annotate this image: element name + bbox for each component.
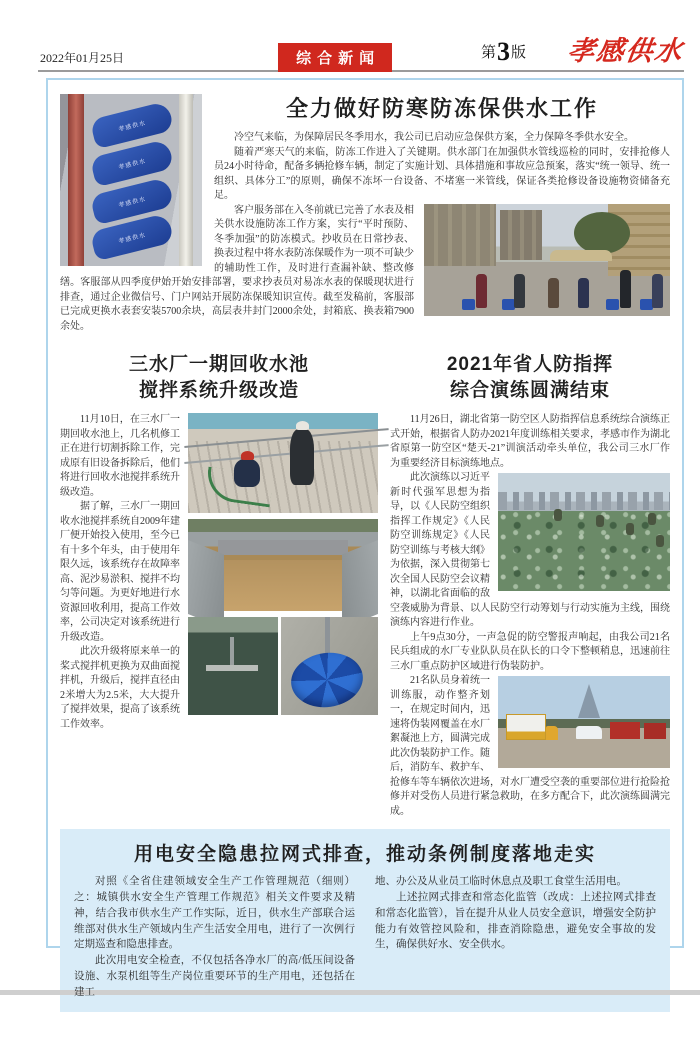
worker-white-helmet <box>290 429 314 485</box>
paddle <box>206 665 258 671</box>
title-line: 2021年省人防指挥 <box>446 354 614 375</box>
meter-insulation-cover: 孝感供水 <box>90 101 175 149</box>
mixer-impeller <box>288 649 367 712</box>
article-title <box>60 352 378 403</box>
pedestrian <box>476 274 487 308</box>
paragraph: 地、办公及从业员工临时休息点及职工食堂生活用电。 <box>375 876 627 888</box>
paragraph: 随着严寒天气的来临，防冻工作进入了关键期。供水部门在加强供水管线巡检的同时，安排抢修人员24小时待命，配备多辆抢修车辆，制定了实施计划、具体措施和事故应急预案，落实“统一领导、统一组织、具体分工”的原则，确保不冻坏一台设备、不堵塞一米管线，保证各类抢修设备设施物资储备充足。 <box>214 146 670 201</box>
masthead-logo: 孝感供水 <box>565 36 686 67</box>
photo-mixer-comparison <box>188 617 378 715</box>
paragraph: 此次升级将原来单一的桨式搅拌机更换为双曲面搅拌机，升级后，搅拌直径由2米增大为2.5米，大大提升了搅拌效果，提高了该系统工作效率。 <box>60 646 180 730</box>
paragraph: 冷空气来临，为保障居民冬季用水，我公司已启动应急保供方案，全力保障冬季供水安全。 <box>234 132 634 143</box>
old-paddle-mixer <box>188 617 278 715</box>
photo-drained-channel <box>188 519 378 611</box>
panel-electric-safety <box>60 829 670 1012</box>
building <box>424 204 496 266</box>
soldier <box>626 523 634 535</box>
content-frame <box>46 78 684 998</box>
section-banner: 综合新闻 <box>278 43 392 72</box>
pedestrian <box>548 278 559 308</box>
newspaper-page <box>0 36 700 998</box>
yellow-truck-cab <box>546 726 558 740</box>
photo-camouflage-net <box>498 473 670 591</box>
title-line: 综合演练圆满结束 <box>449 379 610 401</box>
white-pipe <box>179 94 193 266</box>
edition-prefix: 第 <box>480 45 496 61</box>
photo-workers-cutting <box>188 413 378 513</box>
photo-column <box>188 413 378 715</box>
panel-left-column <box>74 874 355 1000</box>
pedestrian <box>578 278 589 308</box>
soldier <box>554 509 562 521</box>
paragraph: 客户服务部在入冬前就已完善了水表及相关供水设施防冻工作方案，实行“平时预防、冬季加强”的防冻模式。抄收员在日常抄表、换表过程中将水表防冻保暖作为一项不可缺少的辅助性工作，及时进行查漏补缺、整改修缮。客服部从四季度伊始开始安排部署，要求抄表员对易冻水表的保暖现状进行排查，通过企业微信号、门户网站开展防冻保暖知识宣传。截至发稿前，客服部已完成更换水表套安装5700余块，高层表井封门2000余处，封箱底、换表箱7900余处。 <box>60 204 414 332</box>
article-title: 全力做好防寒防冻保供水工作 <box>285 96 598 121</box>
power-pylon <box>578 684 600 718</box>
worker-red-helmet <box>234 459 260 487</box>
paragraph: 对照《全省住建领域安全生产工作管理规范（细则）之：城镇供水安全生产管理工作规范》相关文件要求及精神，结合我市供水生产工作实际，近日，供水生产部联合运维部对供水生产领域内生产生活安全用电，进行了一次例行定期巡查和隐患排查。 <box>74 876 355 951</box>
channel-wall <box>188 540 224 628</box>
shelter <box>550 250 612 261</box>
article-mixer-upgrade <box>60 348 378 819</box>
panel-right-column <box>375 874 656 1000</box>
photo-emergency-vehicles <box>498 676 670 768</box>
meter-insulation-cover: 孝感供水 <box>90 139 175 187</box>
article-keep-warm <box>60 92 670 334</box>
article-civil-defense-drill <box>390 348 670 819</box>
title-line: 三水厂一期回收水池 <box>128 354 309 375</box>
yellow-truck <box>506 714 546 740</box>
panel-title: 用电安全隐患拉网式排查，推动条例制度落地走实 <box>133 844 596 866</box>
paragraph: 上午9点30分，一声急促的防空警报声响起，由我公司21名民兵组成的水厂专业队队员在队长的口令下整顿稍息，迅速前往三水厂重点防护区域进行伪装防护。 <box>390 631 670 672</box>
fire-truck <box>610 722 640 739</box>
white-van <box>576 726 602 739</box>
photo-street-distribution <box>424 204 670 316</box>
camouflage-net <box>498 511 670 591</box>
muddy-water <box>224 560 342 612</box>
paragraph: 上述拉网式排查和常态化监管（改成：上述拉网式排查和常态化监管），旨在提升从业人员安全意识，增强安全防护能力有效管控风险和，排查消除隐患，避免安全事故的发生，确保供好水、安全供水。 <box>375 892 656 951</box>
fire-truck <box>644 723 666 739</box>
title-line: 搅拌系统升级改造 <box>138 379 299 401</box>
page-header <box>38 36 686 72</box>
tree <box>574 212 630 254</box>
edition-number: 3 <box>496 37 510 66</box>
paragraph: 11月10日，在三水厂一期回收水池上，几名机修工正在进行切割拆除工作，完成原有旧设备拆除后，他们将进行回收水池搅拌系统升级改造。 <box>60 414 180 498</box>
meter-insulation-cover: 孝感供水 <box>90 213 175 261</box>
edition-suffix: 版 <box>510 45 526 61</box>
pedestrian <box>514 274 525 308</box>
paragraph: 21名队员身着统一训练服，动作整齐划一，在规定时间内，迅速将伪装网覆盖在水厂絮凝池上方，圆满完成此次伪装防护工作。随后，消防车、救护车、抢修车等车辆依次进场，对水厂遭受空袭的重要部位进行抢险抢修并对受伤人员进行紧急救助，在多方配合下，此次演练圆满完成。 <box>390 675 670 817</box>
soldier <box>648 513 656 525</box>
red-pipe <box>68 94 84 266</box>
channel-wall <box>218 540 348 555</box>
paragraph: 此次用电安全检查，不仅包括各净水厂的高/低压间设备设施、水泵机组等生产岗位重要环节的生产用电，还包括在建工 <box>74 955 355 998</box>
blue-cover-bag <box>462 299 475 310</box>
date-label: 2022年01月25日 <box>40 51 125 65</box>
pedestrian <box>652 274 663 308</box>
paragraph: 据了解，三水厂一期回收水池搅拌系统自2009年建厂便开始投入使用，至今已有十多个年头，由于使用年限久远，该系统存在故障率高、泥沙易淤积、搅拌不均匀等问题。为更好地进行水资源回收利用，提高工作效率，公司决定对该系统进行升级改造。 <box>60 501 180 643</box>
blue-cover-bag <box>606 299 619 310</box>
city-skyline <box>498 492 670 510</box>
edition-label <box>481 37 526 67</box>
paragraph: 11月26日，湖北省第一防空区人防指挥信息系统综合演练正式开始，根据省人防办2021年度训练相关要求，孝感市作为湖北省原第一防空区“楚天-21”训演活动牵头单位，我公司三水厂作为重要经济目标演练地点。 <box>390 414 670 469</box>
article-title <box>390 352 670 403</box>
pedestrian <box>620 270 631 308</box>
middle-row <box>60 348 670 819</box>
soldier <box>656 535 664 547</box>
building <box>500 210 542 260</box>
soldier <box>596 515 604 527</box>
paragraph: 此次演练以习近平新时代强军思想为指导，以《人民防空组织指挥工作规定》《人民防空训练规定》《人民防空训练与考核大纲》为依据，深入贯彻第七次全国人民防空会议精神，以湖北省面临的敌空袭威胁为背景、以人民防空行动筹划与行动实施为主线，围绕演练内容进行作业。 <box>390 472 670 629</box>
panel-columns <box>74 874 656 1000</box>
meter-insulation-cover: 孝感供水 <box>90 177 175 225</box>
channel-wall <box>342 540 378 628</box>
new-blue-mixer <box>281 617 378 715</box>
photo-insulated-meters <box>60 94 202 266</box>
